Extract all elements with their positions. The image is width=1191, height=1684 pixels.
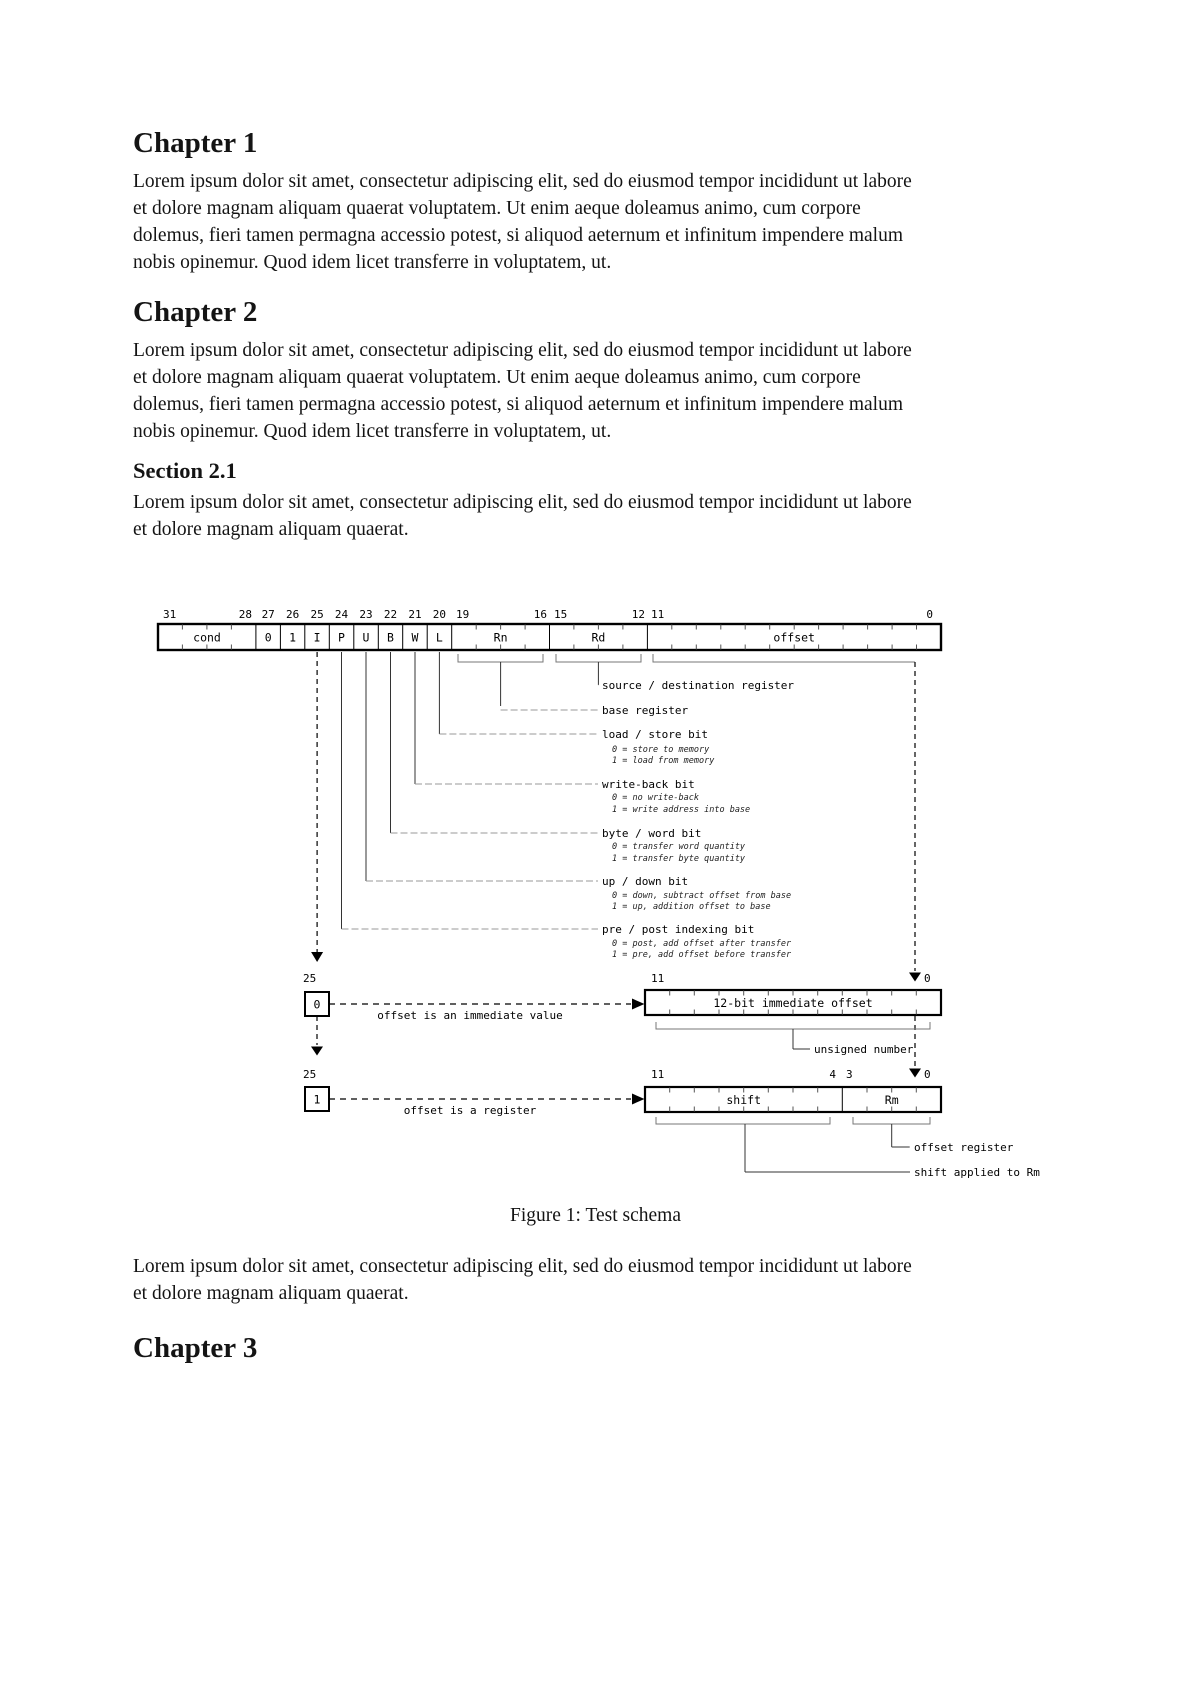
immediate-offset-label: 12-bit immediate offset <box>713 996 873 1010</box>
bit-number-4: 4 <box>829 1068 836 1081</box>
offset-register-label: offset register <box>914 1141 1014 1154</box>
paragraph-line: Lorem ipsum dolor sit amet, consectetur adipiscing elit, sed do eiusmod tempor incididunt ut labore <box>133 492 912 513</box>
bit-number-0: 0 <box>924 1068 931 1081</box>
note: 1 = load from memory <box>612 756 715 766</box>
paragraph-line: Lorem ipsum dolor sit amet, consectetur adipiscing elit, sed do eiusmod tempor incididunt ut labore <box>133 171 912 192</box>
bit-number: 15 <box>554 608 568 621</box>
bit-number: 12 <box>631 608 645 621</box>
note: 0 = transfer word quantity <box>612 842 746 852</box>
bit-number-3: 3 <box>846 1068 853 1081</box>
field-label-L: L <box>435 630 443 645</box>
after-figure-paragraph <box>133 1253 1058 1307</box>
field-label-I: I <box>313 630 321 645</box>
section-2-1-heading: Section 2.1 <box>133 458 237 483</box>
callout-stems <box>342 652 599 929</box>
arrow-label: offset is a register <box>403 1104 537 1117</box>
bit-number-11: 11 <box>651 972 665 985</box>
field-brackets <box>458 654 915 662</box>
field-label-P: P <box>338 630 345 645</box>
bit-number-25: 25 <box>303 1068 317 1081</box>
field-label-W: W <box>411 630 419 645</box>
chapter-3-heading: Chapter 3 <box>133 1332 258 1364</box>
down-arrow-icon <box>909 1069 921 1078</box>
field-label-Rn: Rn <box>493 630 508 645</box>
chapter-2-heading: Chapter 2 <box>133 296 258 328</box>
note: 0 = no write-back <box>612 793 699 803</box>
shift-applied-label: shift applied to Rm <box>914 1166 1040 1179</box>
immediate-bracket <box>656 1022 930 1029</box>
bit-number: 31 <box>163 608 177 621</box>
paragraph-line: et dolore magnam aliquam quaerat. <box>133 1283 409 1304</box>
down-arrow-icon <box>311 1047 323 1056</box>
paragraph-line: dolemus, fieri tamen permagna accessio potest, si aliquod aeternum et infinitum impendere malum <box>133 394 904 415</box>
field-label-bit27: 0 <box>264 630 272 645</box>
bit-number: 23 <box>359 608 373 621</box>
chapter-2-paragraph <box>133 337 1058 445</box>
bit-number: 25 <box>310 608 324 621</box>
bit-number: 28 <box>238 608 252 621</box>
bit-number-11: 11 <box>651 1068 665 1081</box>
paragraph-line: dolemus, fieri tamen permagna accessio potest, si aliquod aeternum et infinitum impendere malum <box>133 225 904 246</box>
paragraph-line: et dolore magnam aliquam quaerat voluptatem. Ut enim aeque doleamus animo, cum corpore <box>133 198 861 219</box>
callout-pre-post-indexing-bit: pre / post indexing bit <box>602 923 755 936</box>
note: 1 = transfer byte quantity <box>612 854 746 864</box>
bit-number: 16 <box>533 608 547 621</box>
register-offset-row <box>303 1068 1040 1179</box>
main-register-field-labels <box>193 631 815 645</box>
rm-bracket <box>853 1117 930 1124</box>
note: 1 = up, addition offset to base <box>612 902 771 912</box>
chapter-1-paragraph <box>133 168 1058 276</box>
field-label-bit26: 1 <box>289 630 297 645</box>
field-label-cond: cond <box>193 630 221 645</box>
chapter-1-heading: Chapter 1 <box>133 127 258 159</box>
bit-number: 26 <box>285 608 300 621</box>
field-label-offset: offset <box>773 630 815 645</box>
figure-caption: Figure 1: Test schema <box>509 1205 682 1226</box>
field-label-B: B <box>387 630 394 645</box>
callout-base-register: base register <box>602 704 689 717</box>
callout-byte-word-bit: byte / word bit <box>602 827 702 840</box>
callout-load-store-bit: load / store bit <box>602 728 708 741</box>
unsigned-number-label: unsigned number <box>814 1043 914 1056</box>
note: 1 = write address into base <box>612 805 751 815</box>
right-arrow-icon <box>632 999 645 1010</box>
callout-source-destination-register: source / destination register <box>602 679 795 692</box>
bit-number: 11 <box>651 608 665 621</box>
main-register-bit-numbers <box>163 608 933 621</box>
field-label-U: U <box>362 630 370 645</box>
i-bit-value: 0 <box>313 997 321 1012</box>
down-arrow-icon <box>909 973 921 982</box>
rm-field-label: Rm <box>884 1093 899 1107</box>
field-label-Rd: Rd <box>591 630 606 645</box>
paragraph-line: Lorem ipsum dolor sit amet, consectetur adipiscing elit, sed do eiusmod tempor incididunt ut labore <box>133 1256 912 1277</box>
bit-number-0: 0 <box>924 972 931 985</box>
bit-number-25: 25 <box>303 972 317 985</box>
paragraph-line: et dolore magnam aliquam quaerat voluptatem. Ut enim aeque doleamus animo, cum corpore <box>133 367 861 388</box>
note: 0 = post, add offset after transfer <box>612 939 792 949</box>
shift-field-label: shift <box>726 1093 762 1107</box>
shift-applied-stem <box>745 1124 910 1172</box>
right-arrow-icon <box>632 1094 645 1105</box>
bit-number: 21 <box>408 608 422 621</box>
i-bit-value: 1 <box>313 1092 321 1107</box>
callout-leaders <box>342 685 599 929</box>
paragraph-line: nobis opinemur. Quod idem licet transferre in voluptatem, ut. <box>133 421 612 442</box>
down-arrow-icon <box>311 952 323 962</box>
paragraph-line: Lorem ipsum dolor sit amet, consectetur adipiscing elit, sed do eiusmod tempor incididunt ut labore <box>133 340 912 361</box>
bit-number: 0 <box>926 608 933 621</box>
paragraph-line: et dolore magnam aliquam quaerat. <box>133 519 409 540</box>
bit-number: 20 <box>432 608 447 621</box>
note: 0 = store to memory <box>612 745 710 755</box>
instruction-encoding-diagram <box>0 597 1191 1197</box>
paragraph-line: nobis opinemur. Quod idem licet transferre in voluptatem, ut. <box>133 252 612 273</box>
section-2-1-paragraph <box>133 489 1058 543</box>
main-register <box>158 624 941 650</box>
bit-number: 27 <box>261 608 275 621</box>
bit-number: 19 <box>456 608 470 621</box>
offset-register-stem <box>892 1124 910 1147</box>
unsigned-number-stem <box>793 1029 810 1049</box>
immediate-offset-row <box>303 972 941 1056</box>
arrow-label: offset is an immediate value <box>377 1009 563 1022</box>
bit-ticks <box>670 1088 917 1112</box>
note: 0 = down, subtract offset from base <box>612 891 792 901</box>
bit-number: 22 <box>383 608 398 621</box>
shift-bracket <box>656 1117 830 1124</box>
callout-write-back-bit: write-back bit <box>602 778 695 791</box>
figure-test-schema <box>0 597 1191 1197</box>
bit-number: 24 <box>334 608 349 621</box>
callout-up-down-bit: up / down bit <box>602 875 689 888</box>
note: 1 = pre, add offset before transfer <box>612 950 792 960</box>
